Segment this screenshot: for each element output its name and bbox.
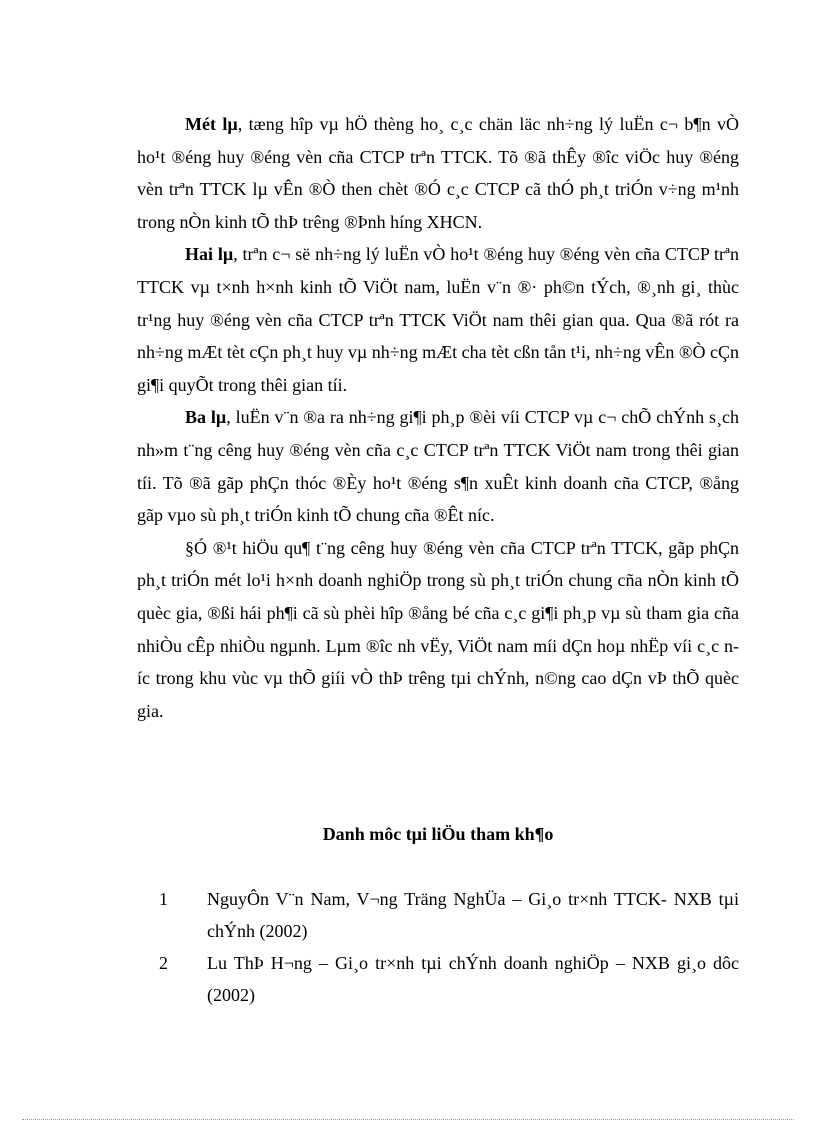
page-bottom-divider [22,1119,794,1120]
reference-number: 2 [159,953,168,973]
paragraph-2 [137,238,739,401]
paragraph-3 [137,401,739,531]
references-title: Danh môc tµi liÖu tham kh¶o [322,824,554,844]
references-list [137,883,739,1011]
paragraph-text: , tæng hîp vµ hÖ thèng ho¸ c¸c chän läc nh÷ng lý luËn c¬ b¶n vÒ ho¹t ®éng huy ®éng vèn cña CTCP trªn TTCK. Tõ ®ã thÊy ®îc viÖc huy ®éng vèn trªn TTCK lµ vÊn ®Ò then chèt ®Ó c¸c CTCP cã thÓ ph¸t triÓn v÷ng m¹nh trong nÒn kinh tÕ thÞ trêng ®Þnh híng XHCN. [137,114,739,232]
paragraph-4 [137,532,739,728]
reference-item [137,883,739,947]
reference-text: Lu ThÞ H¬ng – Gi¸o tr×nh tµi chÝnh doanh nghiÖp – NXB gi¸o dôc (2002) [207,953,739,1005]
reference-number: 1 [159,889,168,909]
paragraph-lead: Mét lµ [185,114,238,134]
paragraph-text: , trªn c¬ së nh÷ng lý luËn vÒ ho¹t ®éng huy ®éng vèn cña CTCP trªn TTCK vµ t×nh h×nh kinh tÕ ViÖt nam, luËn v¨n ®· ph©n tÝch, ®¸nh gi¸ thùc tr¹ng huy ®éng vèn cña CTCP trªn TTCK ViÖt nam thêi gian qua. Qua ®ã rót ra nh÷ng mÆt tèt cÇn ph¸t huy vµ nh÷ng mÆt cha tèt cßn tån t¹i, nh÷ng vÊn ®Ò cÇn gi¶i quyÕt trong thêi gian tíi. [137,244,740,395]
reference-text: NguyÔn V¨n Nam, V¬ng Träng NghÜa – Gi¸o tr×nh TTCK- NXB tµi chÝnh (2002) [207,889,739,941]
paragraph-text: §Ó ®¹t hiÖu qu¶ t¨ng cêng huy ®éng vèn cña CTCP trªn TTCK, gãp phÇn ph¸t triÓn mét lo¹i h×nh doanh nghiÖp trong sù ph¸t triÓn chung cña nÒn kinh tÕ quèc gia, ®ßi hái ph¶i cã sù phèi hîp ®ång bé cña c¸c gi¶i ph¸p vµ sù tham gia cña nhiÒu cÊp nhiÒu ngµnh. Lµm ®îc nh vËy, ViÖt nam míi dÇn hoµ nhËp víi c¸c níc trong khu vùc vµ thÕ giíi vÒ thÞ trêng tµi chÝnh, n©ng cao dÇn vÞ thÕ quèc gia. [137,537,739,721]
body-text [137,108,739,727]
paragraph-lead: Ba lµ [185,407,227,428]
reference-item [137,947,739,1011]
paragraph-text: , luËn v¨n ®a ra nh÷ng gi¶i ph¸p ®èi víi CTCP vµ c¬ chÕ chÝnh s¸ch nh»m t¨ng cêng huy ®éng vèn cña c¸c CTCP trªn TTCK ViÖt nam trong thêi gian tíi. Tõ ®ã gãp phÇn thóc ®Èy ho¹t ®éng s¶n xuÊt kinh doanh cña CTCP, ®ång gãp vµo sù ph¸t triÓn kinh tÕ chung cña ®Êt níc. [137,407,739,526]
paragraph-lead: Hai lµ [185,244,234,265]
paragraph-1 [137,108,739,238]
